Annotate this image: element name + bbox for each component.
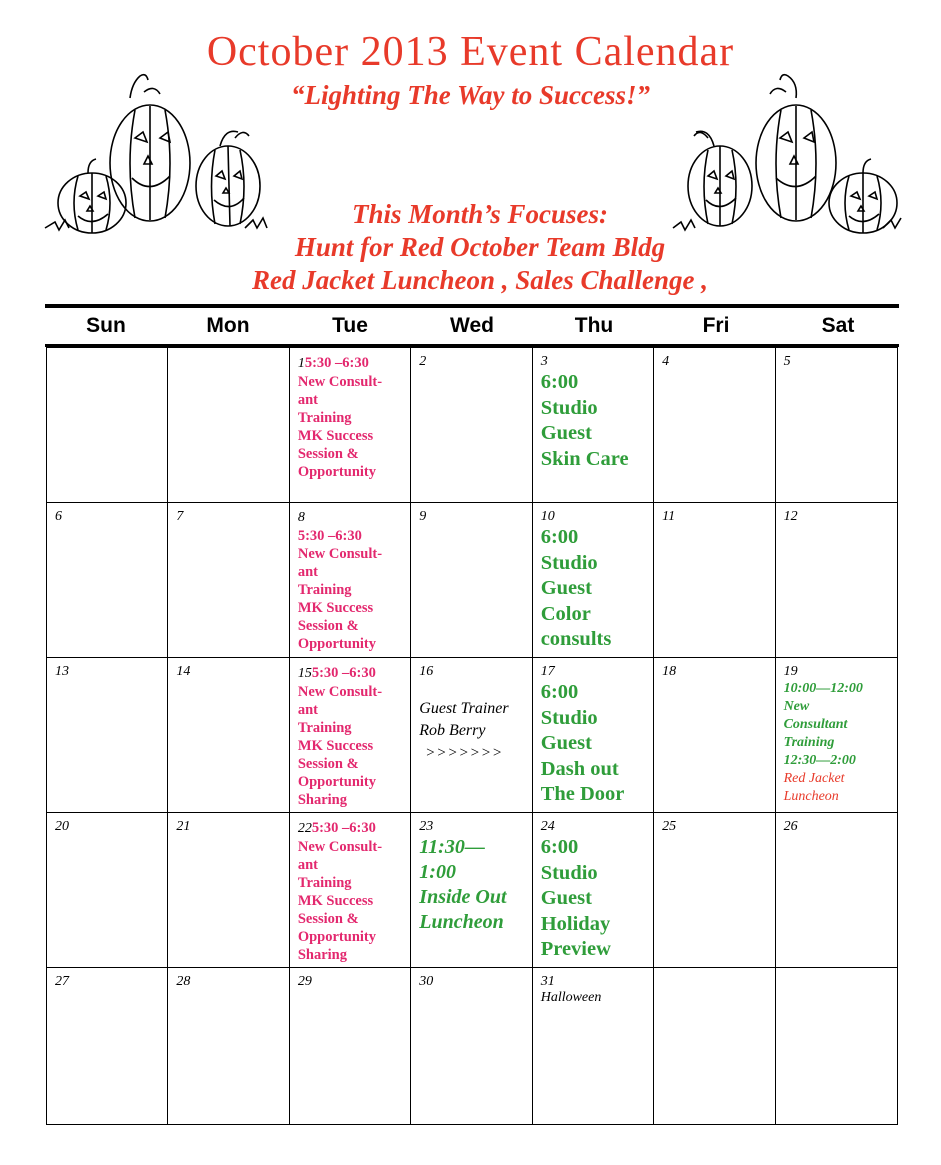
day-cell-14: 14 xyxy=(168,658,289,813)
day-cell-2: 2 xyxy=(411,348,532,503)
event-line: Color xyxy=(540,602,591,625)
event-line: Session & xyxy=(297,756,359,772)
day-cell-4: 4 xyxy=(654,348,775,503)
event-line: New xyxy=(783,699,810,714)
event-line: 1:00 xyxy=(419,861,456,883)
day-cell-30: 30 xyxy=(411,968,532,1124)
day-cell-19: 19 10:00—12:00 New Consultant Training 12:30—2:00 Red Jacket Luncheon xyxy=(776,658,897,813)
pumpkins-left-illustration xyxy=(40,68,280,238)
weekday-tue: Tue xyxy=(332,314,368,337)
day-cell-27: 27 xyxy=(47,968,168,1124)
day-cell-28: 28 xyxy=(168,968,289,1124)
event-time: 155:30 –6:30 xyxy=(297,665,376,681)
day-cell-11: 11 xyxy=(654,503,775,658)
weekday-thu: Thu xyxy=(574,314,614,337)
event-line: Opportunity xyxy=(297,774,377,790)
event-line: Opportunity xyxy=(297,929,377,945)
event-line: Training xyxy=(297,410,352,426)
day-cell-21: 21 xyxy=(168,813,289,968)
event-line: New Consult- xyxy=(297,374,383,390)
event-line: Holiday xyxy=(540,912,611,935)
event-line: MK Success xyxy=(297,600,374,616)
day-cell-22 xyxy=(290,813,411,968)
day-cell-9: 9 xyxy=(411,503,532,658)
day-cell-25: 25 xyxy=(654,813,775,968)
event-line: Training xyxy=(783,735,835,750)
event-line: Studio xyxy=(540,861,598,884)
day-cell-5: 5 xyxy=(776,348,897,503)
event-line: Training xyxy=(297,875,352,891)
day-cell-15 xyxy=(290,658,411,813)
day-cell-empty xyxy=(776,968,897,1124)
event-line: New Consult- xyxy=(297,839,383,855)
event-line: Red Jacket xyxy=(783,771,845,786)
event-line: Halloween xyxy=(540,990,602,1005)
guest-trainer-name: Rob Berry xyxy=(419,722,486,739)
weekday-sat: Sat xyxy=(821,314,855,337)
event-line: 10:00—12:00 xyxy=(783,681,863,696)
day-cell-20: 20 xyxy=(47,813,168,968)
day-cell-empty xyxy=(47,348,168,503)
event-line: Luncheon xyxy=(783,789,839,804)
day-cell-empty xyxy=(654,968,775,1124)
event-line: MK Success xyxy=(297,738,374,754)
calendar-title: October 2013 Event Calendar xyxy=(206,29,735,75)
day-cell-13: 13 xyxy=(47,658,168,813)
event-line: 6:00 xyxy=(540,681,579,703)
day-cell-7: 7 xyxy=(168,503,289,658)
weekday-wed: Wed xyxy=(450,314,494,337)
day-cell-26: 26 xyxy=(776,813,897,968)
event-line: Studio xyxy=(540,551,598,574)
day-cell-31: 31 Halloween xyxy=(533,968,654,1124)
event-line: 12:30—2:00 xyxy=(783,753,856,768)
day-cell-24: 24 6:00 Studio Guest Holiday Preview xyxy=(533,813,654,968)
event-line: 6:00 xyxy=(540,526,579,548)
event-line: Guest xyxy=(540,422,592,444)
calendar-subtitle: “Lighting The Way to Success!” xyxy=(290,80,651,110)
event-line: 6:00 xyxy=(540,371,579,393)
calendar-grid xyxy=(46,347,898,1125)
day-cell-1 xyxy=(290,348,411,503)
event-line: ant xyxy=(297,564,318,580)
event-line: MK Success xyxy=(297,428,374,444)
day-cell-6: 6 xyxy=(47,503,168,658)
event-line: Guest xyxy=(540,577,592,599)
event-line: Training xyxy=(297,720,352,736)
event-line: Studio xyxy=(540,706,598,729)
event-line: Inside Out xyxy=(419,886,507,908)
day-cell-16: 16 Guest Trainer Rob Berry >>>>>>> xyxy=(411,658,532,813)
event-time: 15:30 –6:30 xyxy=(297,355,369,371)
event-line: New Consult- xyxy=(297,546,383,562)
event-line: MK Success xyxy=(297,893,374,909)
event-line: Preview xyxy=(540,938,611,960)
event-line: Session & xyxy=(297,618,359,634)
event-line: Sharing xyxy=(297,947,348,963)
arrows-text: >>>>>>> xyxy=(425,745,504,761)
event-line: Session & xyxy=(297,911,359,927)
event-line: Guest xyxy=(540,732,592,754)
focus-heading: This Month’s Focuses: xyxy=(351,199,609,229)
event-time: 5:30 –6:30 xyxy=(297,528,362,544)
event-line: Skin Care xyxy=(540,447,629,470)
event-line: Session & xyxy=(297,446,359,462)
weekday-fri: Fri xyxy=(702,314,730,337)
event-line: Dash out xyxy=(540,757,619,780)
day-cell-18: 18 xyxy=(654,658,775,813)
event-line: ant xyxy=(297,857,318,873)
day-cell-12: 12 xyxy=(776,503,897,658)
weekday-mon: Mon xyxy=(206,314,250,337)
pumpkins-right-illustration xyxy=(668,68,908,238)
event-line: ant xyxy=(297,392,318,408)
event-line: Opportunity xyxy=(297,636,377,652)
event-line: Training xyxy=(297,582,352,598)
event-line: Studio xyxy=(540,396,598,419)
day-cell-empty xyxy=(168,348,289,503)
day-cell-17: 17 6:00 Studio Guest Dash out The Door xyxy=(533,658,654,813)
day-cell-3: 3 6:00 Studio Guest Skin Care xyxy=(533,348,654,503)
day-cell-8: 8 5:30 –6:30 New Consult- ant Training MK Success Session & Opportunity xyxy=(290,503,411,658)
event-line: New Consult- xyxy=(297,684,383,700)
event-line: Consultant xyxy=(783,717,848,732)
day-cell-10: 10 6:00 Studio Guest Color consults xyxy=(533,503,654,658)
weekday-header-row xyxy=(45,308,899,344)
focus-line-2: Red Jacket Luncheon , Sales Challenge , xyxy=(251,265,708,295)
event-line: Guest xyxy=(540,887,592,909)
event-line: The Door xyxy=(540,783,625,805)
event-line: Opportunity xyxy=(297,464,377,480)
event-line: consults xyxy=(540,628,612,650)
focus-line-1: Hunt for Red October Team Bldg xyxy=(294,232,666,262)
day-cell-23: 23 11:30— 1:00 Inside Out Luncheon xyxy=(411,813,532,968)
event-line: 6:00 xyxy=(540,836,579,858)
event-time: 225:30 –6:30 xyxy=(297,820,376,836)
event-line: 11:30— xyxy=(419,836,485,858)
event-line: Luncheon xyxy=(419,911,504,933)
day-cell-29: 29 xyxy=(290,968,411,1124)
weekday-sun: Sun xyxy=(86,314,126,337)
guest-trainer-label: Guest Trainer xyxy=(419,700,509,717)
event-line: Sharing xyxy=(297,792,348,808)
event-line: ant xyxy=(297,702,318,718)
